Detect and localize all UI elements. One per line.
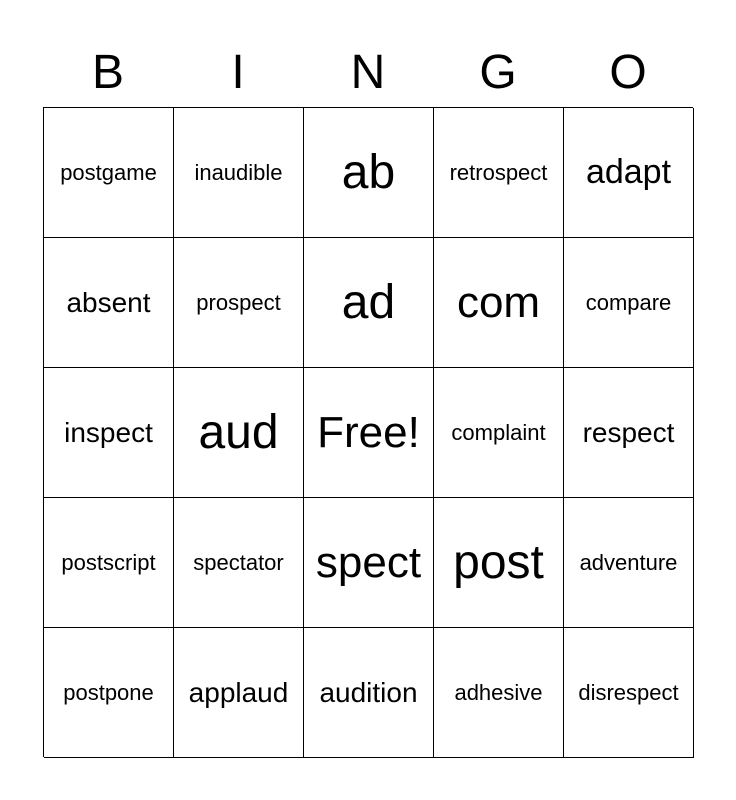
bingo-cell[interactable]: disrespect	[564, 628, 694, 758]
bingo-cell[interactable]: absent	[44, 238, 174, 368]
bingo-cell[interactable]: spectator	[174, 498, 304, 628]
bingo-cell[interactable]: respect	[564, 368, 694, 498]
bingo-cell[interactable]: ad	[304, 238, 434, 368]
bingo-cell[interactable]: adapt	[564, 108, 694, 238]
bingo-cell[interactable]: prospect	[174, 238, 304, 368]
bingo-cell[interactable]: aud	[174, 368, 304, 498]
bingo-cell[interactable]: adhesive	[434, 628, 564, 758]
free-space-cell[interactable]: Free!	[304, 368, 434, 498]
header-letter-b: B	[91, 46, 124, 99]
header-letter-o: O	[609, 46, 647, 99]
bingo-cell[interactable]: post	[434, 498, 564, 628]
header-letter-n: N	[350, 46, 386, 99]
bingo-cell[interactable]: compare	[564, 238, 694, 368]
bingo-cell[interactable]: postpone	[44, 628, 174, 758]
bingo-board	[43, 107, 693, 757]
bingo-cell[interactable]: inaudible	[174, 108, 304, 238]
bingo-header	[43, 40, 693, 106]
bingo-cell[interactable]: inspect	[44, 368, 174, 498]
bingo-cell[interactable]: postscript	[44, 498, 174, 628]
bingo-cell[interactable]: ab	[304, 108, 434, 238]
header-letter-i: I	[231, 46, 245, 99]
header-letter-g: G	[479, 46, 517, 99]
bingo-cell[interactable]: complaint	[434, 368, 564, 498]
bingo-cell[interactable]: applaud	[174, 628, 304, 758]
bingo-cell[interactable]: retrospect	[434, 108, 564, 238]
bingo-cell[interactable]: spect	[304, 498, 434, 628]
bingo-cell[interactable]: audition	[304, 628, 434, 758]
bingo-cell[interactable]: adventure	[564, 498, 694, 628]
bingo-cell[interactable]: postgame	[44, 108, 174, 238]
bingo-cell[interactable]: com	[434, 238, 564, 368]
